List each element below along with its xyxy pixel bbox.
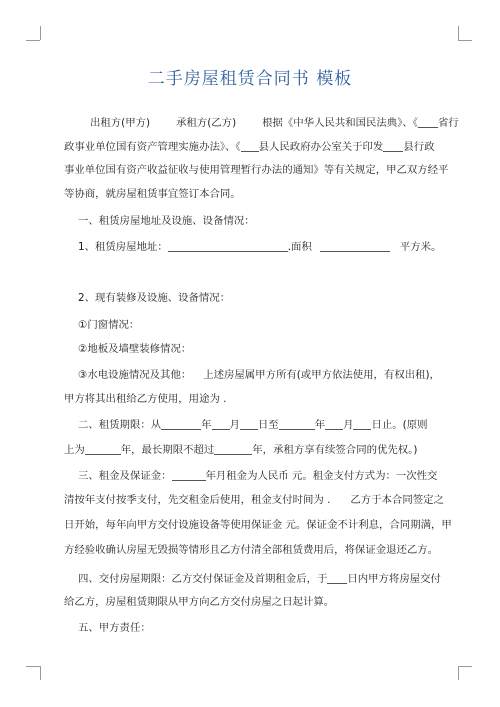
delivery-line-1-end: 日内甲方将房屋交付 — [347, 573, 441, 585]
delivery-line-1 — [78, 572, 444, 586]
rent-line-3: 日开始，每年向甲方交付设施设备等使用保证金 元。保证金不计利息，合同期满，甲 — [64, 519, 452, 531]
rent-line-4: 方经验收确认房屋无毁损等情形且乙方付清全部租赁费用后，将保证金退还乙方。 — [64, 544, 439, 556]
rent-line-1-end: 年月租金为人民币 元。租金支付方式为：一次性交 — [205, 470, 438, 482]
area-blank[interactable] — [320, 240, 390, 252]
rent-label: 三、租金及保证金： — [78, 470, 172, 482]
start-month-blank[interactable] — [212, 418, 230, 430]
rent-year-blank[interactable] — [172, 469, 206, 481]
address-blank[interactable] — [168, 240, 288, 252]
rent-line-2 — [64, 494, 444, 507]
rent-line-1 — [78, 469, 444, 483]
utilities-line-2: 甲方将其出租给乙方使用，用途为 . — [64, 393, 227, 405]
term-day-end: 日止。(原则 — [371, 419, 428, 431]
term-line-2-start: 上为 — [64, 444, 85, 456]
utilities-label: ③水电设施情况及其他： — [78, 369, 192, 381]
county-text: 县人民政府办公室关于印发 — [258, 141, 384, 153]
rent-line-2-end: 乙方于本合同签定之 — [350, 494, 444, 506]
intro-line-1 — [90, 116, 459, 130]
delivery-days-blank[interactable] — [327, 572, 347, 584]
term-year-2: 年 — [314, 419, 326, 431]
section-1-heading: 一、租赁房屋地址及设施、设备情况： — [78, 215, 255, 227]
term-label: 二、租赁期限：从 — [78, 419, 162, 431]
address-line — [78, 240, 444, 254]
rent-line-2-text: 清按年支付按季支付，先交租金后使用，租金支付时间为 . — [64, 494, 331, 506]
term-day-to: 日至 — [257, 419, 279, 431]
term-month-1: 月 — [229, 419, 240, 431]
end-day-blank[interactable] — [353, 418, 371, 430]
term-month-2: 月 — [343, 419, 354, 431]
party-a-label: 出租方(甲方) — [90, 117, 151, 129]
utilities-line — [78, 369, 444, 382]
province-blank[interactable] — [418, 116, 438, 128]
door-window-item: ①门窗情况： — [78, 319, 140, 331]
term-year-1: 年 — [201, 419, 212, 431]
county-blank-2[interactable] — [383, 140, 403, 152]
max-years-blank[interactable] — [214, 443, 252, 455]
section-2-heading: 2、现有装修及设施、设备情况： — [78, 292, 231, 304]
legal-basis-text: 根据《中华人民共和国民法典》、《 — [262, 117, 418, 129]
delivery-text: 四、交付房屋期限：乙方交付保证金及首期租金后，于 — [78, 573, 328, 585]
utilities-text: 上述房屋属甲方所有(或甲方依法使用，有权出租)， — [203, 369, 440, 381]
delivery-line-2: 给乙方，房屋租赁期限从甲方向乙方交付房屋之日起计算。 — [64, 596, 335, 608]
intro-text-2-end: 县行政 — [403, 141, 435, 153]
document-title: 二手房屋租赁合同书 模板 — [147, 69, 353, 89]
intro-line-4: 等协商，就房屋租赁事宜签订本合同。 — [64, 188, 241, 200]
end-year-blank[interactable] — [279, 418, 315, 430]
term-line-2-end: 年，承租方享有续签合同的优先权。) — [252, 444, 418, 456]
floor-wall-item: ②地板及墙壁装修情况： — [78, 343, 192, 355]
start-year-blank[interactable] — [161, 418, 201, 430]
intro-line-2 — [64, 140, 444, 154]
start-day-blank[interactable] — [240, 418, 258, 430]
end-month-blank[interactable] — [325, 418, 343, 430]
area-unit: 平方米。 — [399, 241, 442, 253]
term-line-2 — [64, 443, 444, 457]
county-blank-1[interactable] — [241, 140, 259, 152]
intro-text-2: 政事业单位国有资产管理实施办法》、《 — [64, 141, 241, 153]
address-label: 1、租赁房屋地址： — [78, 241, 168, 253]
term-line-1 — [78, 418, 444, 432]
province-text: 省行 — [437, 117, 459, 129]
area-label: .面积 — [287, 241, 312, 253]
party-b-label: 承租方(乙方) — [176, 117, 237, 129]
principle-years-blank[interactable] — [85, 443, 121, 455]
intro-line-3: 事业单位国有资产收益征收与使用管理暂行办法的通知》等有关规定，甲乙双方经平 — [64, 164, 449, 176]
term-line-2-mid: 年，最长期限不超过 — [120, 444, 215, 456]
section-5-heading: 五、甲方责任： — [78, 622, 151, 634]
